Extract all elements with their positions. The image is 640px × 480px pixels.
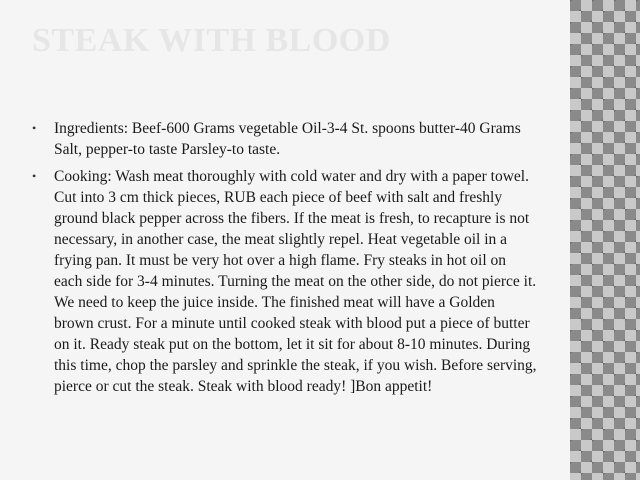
bullet-list <box>32 118 537 397</box>
bullet-dot-icon: • <box>32 169 37 183</box>
list-item-ingredients <box>32 118 537 160</box>
slide-body <box>32 118 537 403</box>
decorative-pattern-strip <box>570 0 640 480</box>
slide-title: STEAK WITH BLOOD <box>32 22 391 59</box>
bullet-dot-icon: • <box>32 121 37 135</box>
cooking-text: Cooking: Wash meat thoroughly with cold water and dry with a paper towel. Cut into 3 cm thick pieces, RUB each piece of beef with salt and freshly ground black pepper across the fibers. If the meat is fresh, to recapture is not necessary, in another case, the meat slightly repel. Heat vegetable oil in a frying pan. It must be very hot over a high flame. Fry steaks in hot oil on each side for 3-4 minutes. Turning the meat on the other side, do not pierce it. We need to keep the juice inside. The finished meat will have a Golden brown crust. For a minute until cooked steak with blood put a piece of butter on it. Ready steak put on the bottom, let it sit for about 8-10 minutes. During this time, chop the parsley and sprinkle the steak, if you wish. Before serving, pierce or cut the steak. Steak with blood ready! ]Bon appetit! <box>54 168 537 395</box>
ingredients-text: Ingredients: Beef-600 Grams vegetable Oil-3-4 St. spoons butter-40 Grams Salt, pepper-to taste Parsley-to taste. <box>54 120 521 158</box>
list-item-cooking <box>32 166 537 397</box>
